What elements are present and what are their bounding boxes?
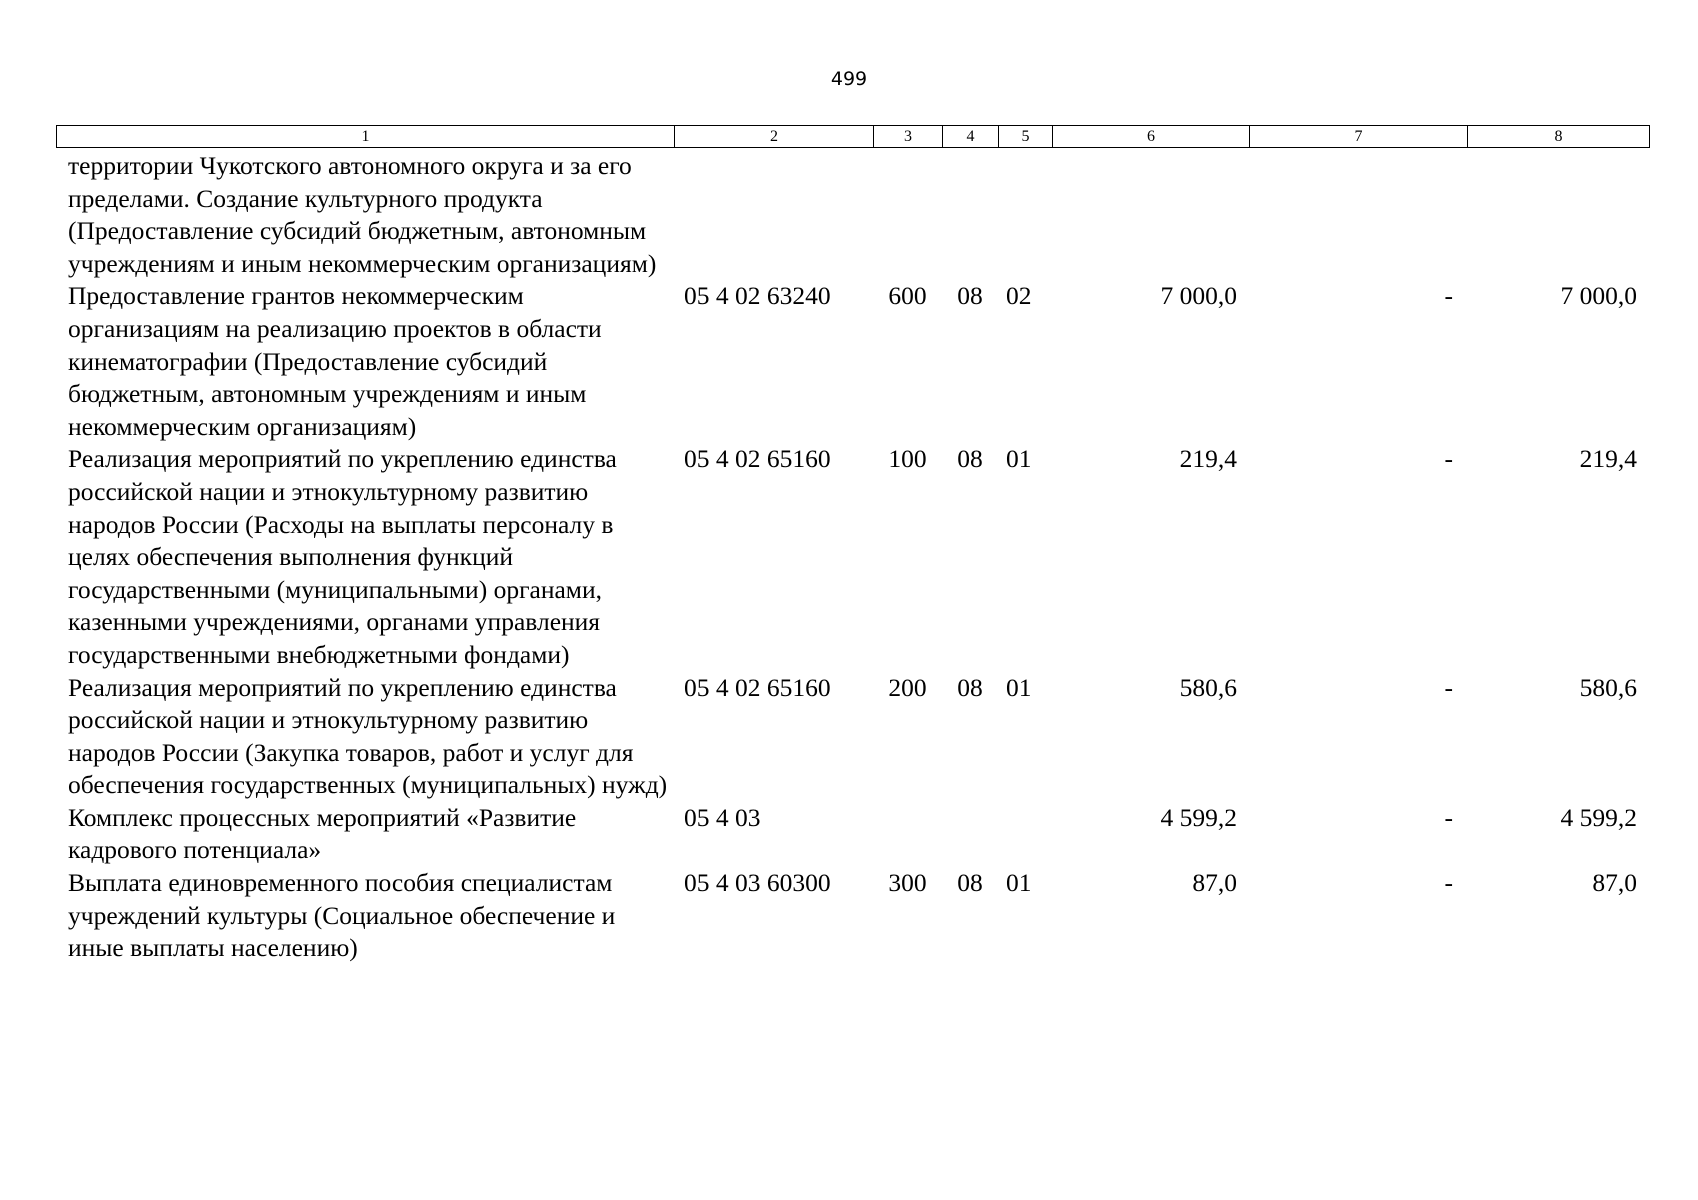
row-section: 08 bbox=[957, 868, 983, 898]
row-name: Реализация мероприятий по укреплению единства российской нации и этнокультурному развитию народов России (Закупка товаров, работ и услуг для обеспечения государственных (муниципальных) нужд) bbox=[68, 672, 668, 800]
row-subsection bbox=[998, 150, 1052, 280]
row-name: Выплата единовременного пособия специалистам учреждений культуры (Социальное обеспечение и иные выплаты населению) bbox=[68, 868, 616, 963]
row-amount-col6: 580,6 bbox=[1179, 672, 1237, 702]
row-name: Реализация мероприятий по укреплению единства российской нации и этнокультурному развитию народов России (Расходы на выплаты персоналу в целях обеспечения выполнения функций государственными (муниципальными) органами, казенными учреждениями, органами управления государственными внебюджетными фондами) bbox=[68, 444, 617, 669]
row-section: 08 bbox=[957, 672, 983, 702]
row-amount-col8: 87,0 bbox=[1592, 868, 1637, 898]
row-amount-col7: - bbox=[1444, 444, 1453, 474]
row-amount-col6 bbox=[1052, 150, 1249, 280]
row-subsection: 01 bbox=[1006, 672, 1032, 702]
page-number: 499 bbox=[830, 68, 868, 90]
header-col-7: 7 bbox=[1250, 126, 1468, 148]
row-section: 08 bbox=[957, 281, 983, 311]
row-subsection: 01 bbox=[1006, 868, 1032, 898]
row-target-code: 05 4 03 60300 bbox=[684, 868, 831, 898]
row-expense-type bbox=[873, 802, 942, 867]
row-amount-col6: 87,0 bbox=[1192, 868, 1237, 898]
table-body bbox=[56, 150, 1649, 965]
row-target-code: 05 4 02 65160 bbox=[684, 444, 831, 474]
row-expense-type: 600 bbox=[888, 281, 927, 311]
table-row bbox=[56, 280, 1649, 443]
row-amount-col8 bbox=[1467, 150, 1649, 280]
row-subsection: 02 bbox=[1006, 281, 1032, 311]
row-amount-col6: 4 599,2 bbox=[1160, 802, 1237, 832]
row-target-code: 05 4 02 63240 bbox=[684, 281, 831, 311]
row-amount-col8: 219,4 bbox=[1579, 444, 1637, 474]
header-col-3: 3 bbox=[874, 126, 943, 148]
row-expense-type: 100 bbox=[888, 444, 927, 474]
table-row bbox=[56, 867, 1649, 965]
table-row bbox=[56, 672, 1649, 802]
row-target-code bbox=[674, 150, 873, 280]
row-name: Предоставление грантов некоммерческим организациям на реализацию проектов в области кинематографии (Предоставление субсидий бюджетным, автономным учреждениям и иным некоммерческим организациям) bbox=[68, 281, 602, 441]
table-row bbox=[56, 443, 1649, 671]
row-amount-col8: 7 000,0 bbox=[1560, 281, 1637, 311]
header-col-5: 5 bbox=[999, 126, 1053, 148]
row-expense-type: 300 bbox=[888, 868, 927, 898]
row-amount-col7: - bbox=[1444, 672, 1453, 702]
budget-table bbox=[56, 150, 1649, 965]
row-section bbox=[942, 150, 998, 280]
row-amount-col6: 219,4 bbox=[1179, 444, 1237, 474]
row-amount-col8: 4 599,2 bbox=[1560, 802, 1637, 832]
row-expense-type: 200 bbox=[888, 672, 927, 702]
column-number-header bbox=[56, 125, 1650, 148]
row-target-code: 05 4 03 bbox=[684, 802, 761, 832]
table-row bbox=[56, 150, 1649, 280]
table-row bbox=[56, 802, 1649, 867]
row-amount-col8: 580,6 bbox=[1579, 672, 1637, 702]
header-col-1: 1 bbox=[57, 126, 675, 148]
header-col-4: 4 bbox=[943, 126, 999, 148]
row-section bbox=[942, 802, 998, 867]
row-section: 08 bbox=[957, 444, 983, 474]
row-name: территории Чукотского автономного округа и за его пределами. Создание культурного продукта (Предоставление субсидий бюджетным, автономным учреждениям и иным некоммерческим организациям) bbox=[68, 151, 657, 278]
row-expense-type bbox=[873, 150, 942, 280]
row-target-code: 05 4 02 65160 bbox=[684, 672, 831, 702]
header-col-6: 6 bbox=[1053, 126, 1250, 148]
row-amount-col7: - bbox=[1444, 281, 1453, 311]
row-subsection: 01 bbox=[1006, 444, 1032, 474]
header-col-2: 2 bbox=[675, 126, 874, 148]
row-amount-col7 bbox=[1249, 150, 1467, 280]
row-subsection bbox=[998, 802, 1052, 867]
row-amount-col7: - bbox=[1444, 868, 1453, 898]
row-amount-col7: - bbox=[1444, 802, 1453, 832]
row-amount-col6: 7 000,0 bbox=[1160, 281, 1237, 311]
header-col-8: 8 bbox=[1468, 126, 1650, 148]
row-name: Комплекс процессных мероприятий «Развитие кадрового потенциала» bbox=[68, 802, 577, 865]
